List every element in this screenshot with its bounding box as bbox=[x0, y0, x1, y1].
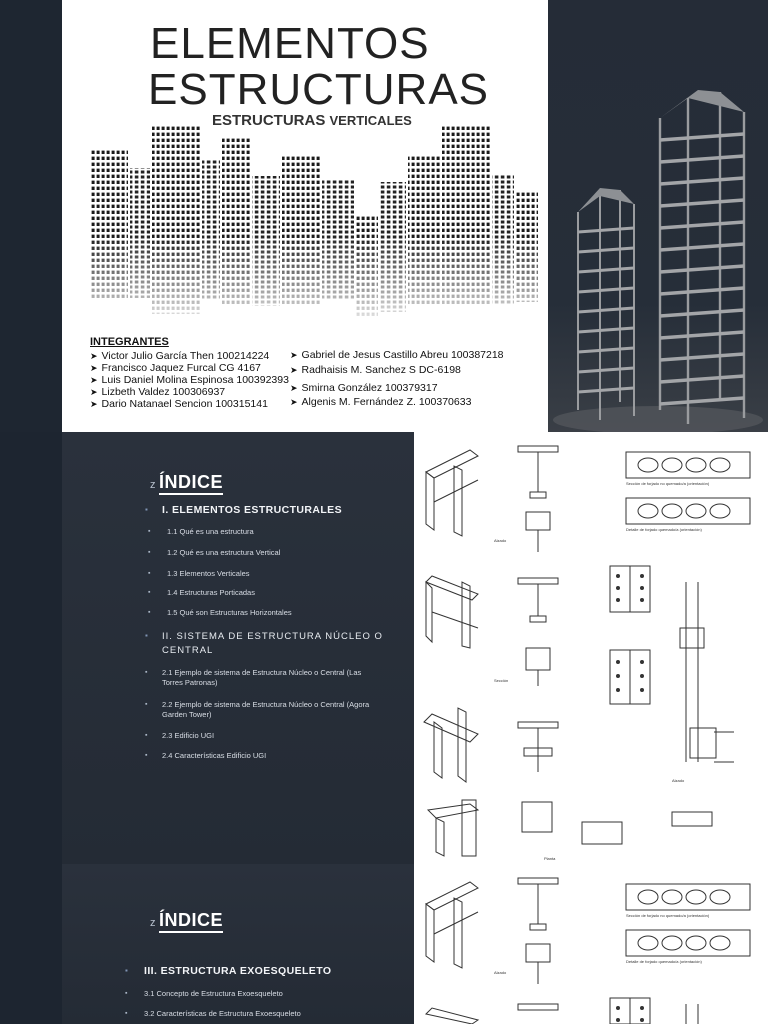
slide-side-band bbox=[0, 432, 62, 864]
index-slide-2[interactable] bbox=[0, 864, 768, 1024]
cover-slide[interactable] bbox=[0, 0, 768, 432]
index-section-2: II. SISTEMA DE ESTRUCTURA NÚCLEO O CENTRAL bbox=[162, 631, 383, 656]
bullet-icon: ▪ bbox=[125, 990, 128, 997]
index-title: z ÍNDICE bbox=[150, 472, 223, 493]
bullet-icon: ▪ bbox=[148, 570, 151, 577]
drawing-label: Sección bbox=[494, 678, 509, 683]
index-section-1: I. ELEMENTOS ESTRUCTURALES bbox=[162, 504, 342, 516]
index-item: 2.1 Ejemplo de sistema de Estructura Núcleo o Central (Las Torres Patronas) bbox=[162, 668, 362, 687]
member-item: ➤ Victor Julio García Then 100214224 bbox=[90, 350, 270, 362]
drawing-caption: Sección de forjado no quemado/a (orientación) bbox=[626, 481, 710, 486]
index-title: z ÍNDICE bbox=[150, 910, 223, 931]
index-item: 2.4 Características Edificio UGI bbox=[162, 751, 267, 760]
member-item: ➤ Gabriel de Jesus Castillo Abreu 100387218 bbox=[290, 349, 504, 361]
steel-connection-details-drawing bbox=[414, 432, 768, 864]
drawing-caption: Detalle de forjado quemado/a (orientación) bbox=[626, 527, 702, 532]
index-item: 1.1 Qué es una estructura bbox=[167, 527, 254, 536]
bullet-icon: ▪ bbox=[145, 631, 148, 640]
member-item: ➤ Lizbeth Valdez 100306937 bbox=[90, 386, 226, 398]
index-item: 2.2 Ejemplo de sistema de Estructura Núcleo o Central (Agora Garden Tower) bbox=[162, 700, 370, 719]
index-item: 1.2 Qué es una estructura Vertical bbox=[167, 548, 281, 557]
drawing-caption: Sección de forjado no quemado/a (orientación) bbox=[626, 913, 710, 918]
bullet-icon: ▪ bbox=[125, 966, 128, 975]
cover-title-line1: ELEMENTOS bbox=[150, 19, 430, 68]
steel-connection-details-drawing bbox=[414, 864, 768, 1024]
bullet-icon: ▪ bbox=[148, 528, 151, 535]
index-panel bbox=[62, 864, 414, 1024]
member-item: ➤ Luis Daniel Molina Espinosa 100392393 bbox=[90, 374, 289, 386]
tower-frames-illustration bbox=[548, 0, 768, 432]
index-item: 3.2 Características de Estructura Exoesqueleto bbox=[144, 1009, 301, 1018]
member-item: ➤ Radhaisis M. Sanchez S DC-6198 bbox=[290, 364, 461, 376]
bullet-icon: ▪ bbox=[125, 1010, 128, 1017]
integrantes-label: INTEGRANTES bbox=[90, 336, 169, 348]
drawing-label: Alzado bbox=[672, 778, 685, 783]
drawing-caption: Detalle de forjado quemado/a (orientación) bbox=[626, 959, 702, 964]
bullet-icon: ▪ bbox=[148, 609, 151, 616]
bullet-icon: ▪ bbox=[148, 549, 151, 556]
index-item: 1.4 Estructuras Porticadas bbox=[167, 588, 255, 597]
city-skyline-illustration bbox=[86, 120, 542, 330]
member-item: ➤ Algenis M. Fernández Z. 100370633 bbox=[290, 396, 472, 408]
bullet-icon: ▪ bbox=[145, 669, 148, 676]
bullet-icon: ▪ bbox=[145, 505, 148, 514]
bullet-icon: ▪ bbox=[145, 732, 148, 739]
structural-drawing-panel bbox=[414, 432, 768, 864]
drawing-label: Alzado bbox=[494, 970, 507, 975]
drawing-label: Alzado bbox=[494, 538, 507, 543]
drawing-label: Planta bbox=[544, 856, 556, 861]
cover-left-band bbox=[0, 0, 62, 432]
member-item: ➤ Smirna González 100379317 bbox=[290, 382, 438, 394]
cover-title-line2: ESTRUCTURAS bbox=[148, 65, 490, 114]
member-item: ➤ Francisco Jaquez Furcal CG 4167 bbox=[90, 362, 261, 374]
slide-side-band bbox=[0, 864, 62, 1024]
index-item: 2.3 Edificio UGI bbox=[162, 731, 215, 740]
index-item: 1.3 Elementos Verticales bbox=[167, 569, 250, 578]
bullet-icon: ▪ bbox=[148, 589, 151, 596]
structural-drawing-panel bbox=[414, 864, 768, 1024]
member-item: ➤ Dario Natanael Sencion 100315141 bbox=[90, 398, 268, 410]
index-section-3: III. ESTRUCTURA EXOESQUELETO bbox=[144, 965, 332, 977]
index-slide-1[interactable] bbox=[0, 432, 768, 864]
bullet-icon: ▪ bbox=[145, 752, 148, 759]
index-item: 1.5 Qué son Estructuras Horizontales bbox=[167, 608, 292, 617]
index-item: 3.1 Concepto de Estructura Exoesqueleto bbox=[144, 989, 283, 998]
tower-frames-panel bbox=[548, 0, 768, 432]
bullet-icon: ▪ bbox=[145, 701, 148, 708]
